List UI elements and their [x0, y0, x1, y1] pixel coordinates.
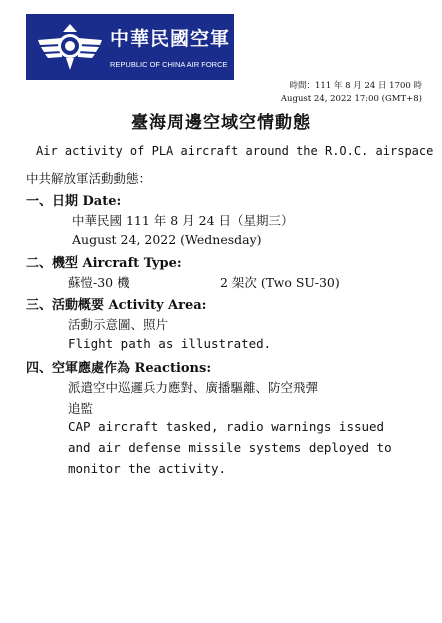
section-activity-heading: 三、活動概要 Activity Area: [26, 298, 207, 313]
aircraft-count: 2 架次 (Two SU-30) [220, 275, 340, 290]
reactions-line-en-2: and air defense missile systems deployed to [68, 440, 392, 455]
section-reactions-heading: 四、空軍應處作為 Reactions: [26, 361, 212, 376]
logo-chinese-name: 中華民國空軍 [110, 28, 231, 50]
date-line-cn: 中華民國 111 年 8 月 24 日（星期三） [72, 213, 294, 228]
timestamp-line-en: August 24, 2022 17:00 (GMT+8) [280, 94, 422, 104]
aircraft-type-cn: 蘇愷-30 機 [68, 275, 130, 290]
timestamp-line-cn: 時間：111 年 8 月 24 日 1700 時 [289, 81, 422, 91]
page-title: 臺海周邊空域空情動態 [131, 113, 311, 133]
section-aircraft-heading: 二、機型 Aircraft Type: [26, 256, 182, 271]
page-subtitle: Air activity of PLA aircraft around the R.O.C. airspace [36, 144, 434, 158]
date-line-en: August 24, 2022 (Wednesday) [72, 232, 262, 247]
reactions-line-en-3: monitor the activity. [68, 461, 227, 476]
reactions-line-cn-2: 追監 [68, 401, 94, 416]
air-force-logo [26, 14, 234, 80]
section-date-heading: 一、日期 Date: [26, 194, 122, 209]
activity-line-en: Flight path as illustrated. [68, 336, 272, 351]
air-force-wings-emblem-icon [32, 18, 108, 76]
reactions-line-en-1: CAP aircraft tasked, radio warnings issued [68, 419, 385, 434]
release-timestamp [281, 80, 422, 106]
intro-text: 中共解放軍活動動態： [26, 171, 152, 186]
logo-english-name: REPUBLIC OF CHINA AIR FORCE [110, 60, 228, 69]
reactions-line-cn-1: 派遣空中巡邏兵力應對、廣播驅離、防空飛彈 [68, 380, 319, 395]
activity-line-cn: 活動示意圖、照片 [68, 317, 169, 332]
